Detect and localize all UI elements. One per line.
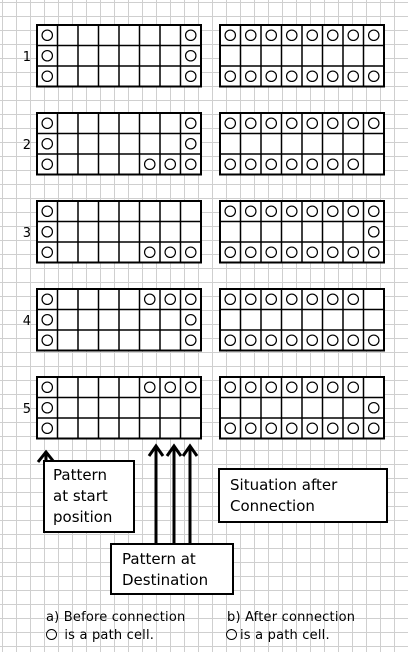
- before-grid-3: [37, 201, 201, 263]
- before-grid-1: [37, 25, 201, 87]
- caption-after-note: [226, 628, 330, 643]
- caption-after-note-text: is a path cell.: [240, 628, 330, 643]
- before-grid-5: [37, 377, 201, 439]
- destination-pattern-label: Pattern at Destination: [110, 543, 234, 595]
- after-grid-1: [220, 25, 384, 87]
- caption-before-title: a) Before connection: [46, 610, 186, 625]
- caption-before-note: [46, 628, 154, 643]
- after-grid-5: [220, 377, 384, 439]
- after-grid-2: [220, 113, 384, 175]
- after-grid-3: [220, 201, 384, 263]
- example-number: 4: [22, 313, 31, 329]
- example-number: 1: [22, 49, 31, 65]
- caption-before-note-text: is a path cell.: [60, 628, 155, 643]
- after-grid-4: [220, 289, 384, 351]
- example-number: 2: [22, 137, 31, 153]
- example-number: 5: [22, 401, 31, 417]
- start-pattern-label: Pattern at start position: [43, 460, 135, 533]
- before-grid-4: [37, 289, 201, 351]
- after-connection-label: Situation after Connection: [218, 468, 388, 523]
- before-grid-2: [37, 113, 201, 175]
- caption-after-title: b) After connection: [227, 610, 356, 625]
- example-numbers: [23, 50, 31, 417]
- grid-panels: [37, 25, 384, 439]
- example-number: 3: [22, 225, 31, 241]
- path-cell-icon: [46, 629, 57, 640]
- path-cell-icon: [226, 629, 237, 640]
